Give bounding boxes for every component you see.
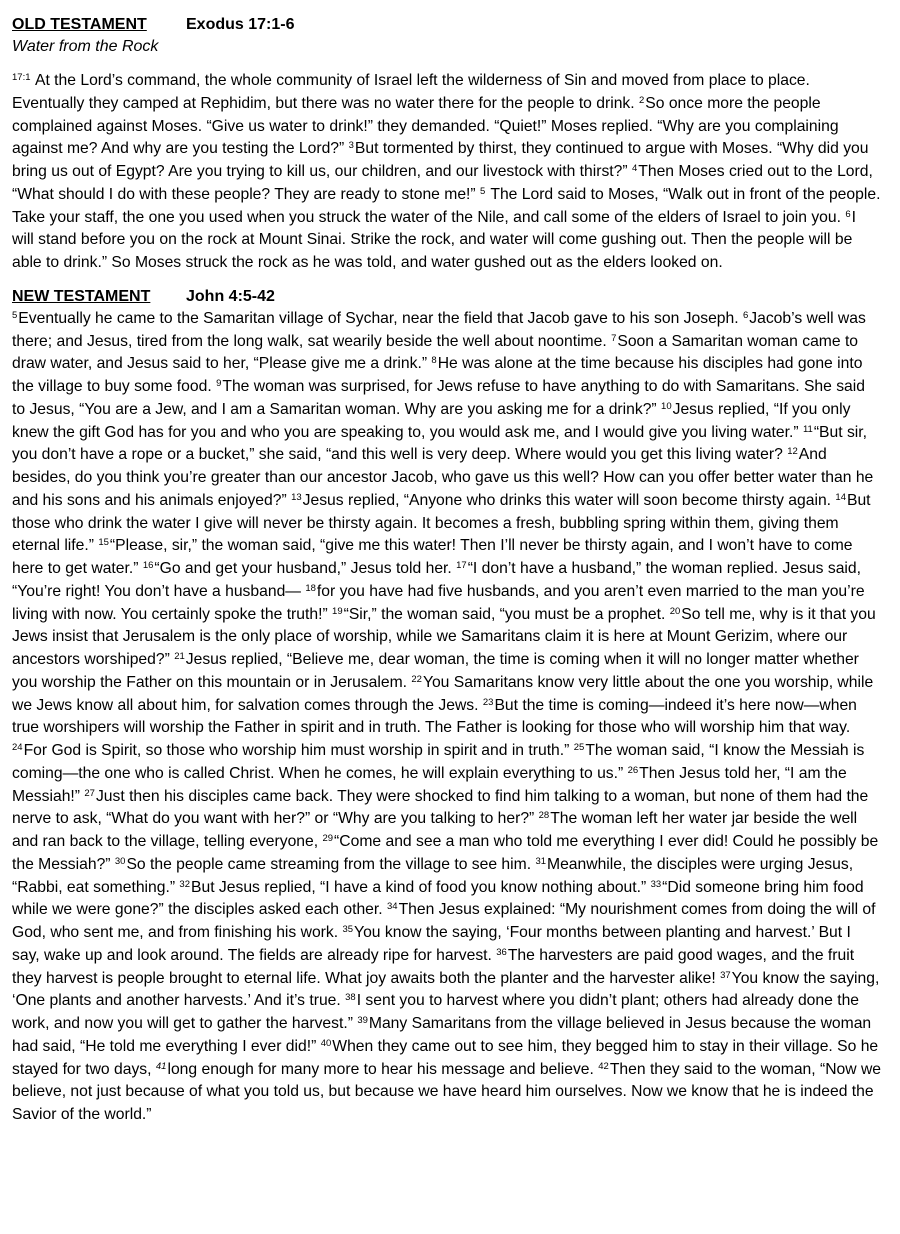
verse-number: 18 — [305, 582, 316, 594]
verse-30 — [115, 856, 531, 873]
verse-text: Just then his disciples came back. They were shocked to find him talking to a woman, but none of them had the nerve to ask, “What do you want with her?” or “Why are you talking to her?” — [12, 787, 869, 828]
verse-text: The woman said, “I know the Messiah is coming—the one who is called Christ. When he comes, he will explain everything to us.” — [12, 742, 865, 782]
verse-text: The harvesters are paid good wages, and the fruit they harvest is people brought to eternal life. What joy awaits both the planter and the harvester alike! — [12, 946, 855, 987]
verse-text: “I don’t have a husband,” the woman replied. Jesus said, “You’re right! You don’t have a husband— — [12, 560, 861, 600]
verse-number: 30 — [114, 855, 126, 867]
old-testament-reference: Exodus 17:1-6 — [186, 16, 295, 33]
verse-text: “Did someone bring him food while we were gone?” the disciples asked each other. — [12, 878, 864, 919]
verse-number: 11 — [802, 423, 813, 435]
verse-number: 25 — [573, 742, 585, 753]
verse-text: “Sir,” the woman said, “you must be a prophet. — [343, 605, 666, 623]
verse-number: 5 — [479, 185, 486, 197]
verse-number: 32 — [179, 878, 190, 890]
verse-text: And besides, do you think you’re greater than our ancestor Jacob, who gave us this well? How can you offer better water than he and his sons and his animals enjoyed?” — [12, 446, 874, 509]
verse-19 — [332, 606, 665, 623]
verse-number: 40 — [320, 1037, 332, 1049]
verse-text: So tell me, why is it that you Jews insist that Jerusalem is the only place of worship, while we Samaritans claim it is here at Mount Gerizim, where our ancestors worshiped?” — [12, 605, 876, 668]
verse-13 — [291, 492, 831, 509]
verse-number: 34 — [386, 901, 398, 913]
verse-number: 17:1 — [12, 72, 31, 83]
verse-text: Meanwhile, the disciples were urging Jesus, “Rabbi, eat something.” — [12, 855, 854, 896]
verse-number: 35 — [342, 924, 354, 935]
verse-number: 16 — [142, 560, 154, 571]
verse-text: Then they said to the woman, “Now we believe, not just because of what you told us, but because we have heard him ourselves. Now we know that he is indeed the Savior of the world.” — [12, 1060, 882, 1123]
verse-text: Then Jesus told her, “I am the Messiah!” — [12, 764, 847, 805]
verse-text: The woman left her water jar beside the well and ran back to the village, telling everyone, — [12, 810, 858, 850]
verse-number: 39 — [357, 1015, 368, 1026]
verse-text: When they came out to see him, they begged him to stay in their village. So he stayed for two days, — [12, 1037, 879, 1078]
verse-number: 36 — [496, 946, 507, 958]
verse-text: Then Moses cried out to the Lord, “What should I do with these people? They are ready to stone me!” — [12, 163, 873, 203]
verse-number: 24 — [12, 742, 23, 753]
verse-text: long enough for many more to hear his message and believe. — [167, 1060, 594, 1078]
verse-text: Jesus replied, “If you only knew the gift God has for you and who you are speaking to, you would ask me, and I would give you living water.” — [12, 400, 851, 441]
verse-number: 8 — [431, 355, 437, 367]
verse-text: Many Samaritans from the village believed in Jesus because the woman had said, “He told me everything I ever did!” — [12, 1015, 872, 1055]
verse-number: 13 — [291, 491, 302, 503]
verse-number: 19 — [332, 605, 343, 617]
verse-number: 28 — [538, 810, 550, 822]
verse-number: 14 — [835, 491, 846, 503]
verse-number: 20 — [669, 605, 681, 617]
verse-text: for you have had five husbands, and you aren’t even married to the man you’re living with now. You certainly spoke the truth!” — [12, 582, 865, 623]
verse-number: 3 — [348, 140, 354, 152]
old-testament-passage — [12, 70, 882, 275]
verse-text: Then Jesus explained: “My nourishment comes from doing the will of God, who sent me, and from finishing his work. — [12, 901, 876, 941]
verse-text: The woman was surprised, for Jews refuse to have anything to do with Samaritans. She said to Jesus, “You are a Jew, and I am a Samaritan woman. Why are you asking me for a drink?” — [12, 378, 865, 418]
verse-text: Jacob’s well was there; and Jesus, tired from the long walk, sat wearily beside the well about noontime. — [12, 309, 866, 350]
verse-number: 31 — [535, 855, 547, 867]
verse-text: But the time is coming—indeed it’s here now—when true worshipers will worship the Father in spirit and in truth. The Father is looking for those who will worship him that way. — [12, 696, 857, 737]
verse-5 — [12, 310, 739, 327]
verse-number: 12 — [787, 446, 798, 458]
verse-number: 6 — [845, 208, 851, 220]
verse-number: 17 — [456, 560, 467, 571]
new-testament-reference: John 4:5-42 — [186, 287, 275, 305]
verse-text: But Jesus replied, “I have a kind of food you know nothing about.” — [191, 878, 647, 896]
verse-text: “Go and get your husband,” Jesus told her. — [154, 560, 452, 577]
verse-number: 15 — [98, 537, 109, 549]
verse-text: At the Lord’s command, the whole community of Israel left the wilderness of Sin and moved from place to place. Eventually they camped at Rephidim, but there was no water there for the people to drink. — [12, 72, 810, 112]
verse-number: 9 — [216, 378, 222, 389]
old-testament-subtitle: Water from the Rock — [12, 38, 159, 55]
verse-number: 23 — [482, 696, 494, 708]
verse-text: He was alone at the time because his disciples had gone into the village to buy some food. — [12, 355, 863, 395]
verse-text: Jesus replied, “Anyone who drinks this water will soon become thirsty again. — [302, 491, 832, 509]
verse-text: But tormented by thirst, they continued to argue with Moses. “Why did you bring us out of Egypt? Are you trying to kill us, our children, and our livestock with thirst?” — [12, 140, 869, 180]
verse-number: 4 — [631, 163, 638, 174]
verse-text: I sent you to harvest where you didn’t plant; others had already done the work, and now you will get to gather the harvest.” — [12, 992, 860, 1032]
verse-number: 22 — [411, 673, 422, 685]
verse-number: 29 — [322, 833, 334, 844]
verse-text: Soon a Samaritan woman came to draw water, and Jesus said to her, “Please give me a drink.” — [12, 332, 859, 373]
verse-text: You Samaritans know very little about the one you worship, while we Jews know all about him, for salvation comes through the Jews. — [12, 673, 874, 714]
verse-number: 6 — [742, 309, 749, 321]
verse-number: 26 — [627, 764, 639, 776]
verse-number: 33 — [650, 878, 662, 890]
verse-text: “Come and see a man who told me everything I ever did! Could he possibly be the Messiah?” — [12, 833, 879, 873]
verse-41 — [156, 1061, 594, 1078]
verse-text: Jesus replied, “Believe me, dear woman, the time is coming when it will no longer matter whether you worship the Father on this mountain or in Jerusalem. — [12, 651, 859, 691]
verse-text: So the people came streaming from the village to see him. — [126, 855, 532, 873]
verse-text: “Please, sir,” the woman said, “give me this water! Then I’ll never be thirsty again, and I won’t have to come here to get water.” — [12, 537, 853, 577]
new-testament-heading — [12, 286, 882, 308]
old-testament-label: OLD TESTAMENT — [12, 16, 147, 33]
verse-number: 10 — [661, 400, 672, 412]
verse-text: Eventually he came to the Samaritan village of Sychar, near the field that Jacob gave to his son Joseph. — [18, 309, 739, 327]
verse-number: 2 — [638, 94, 645, 106]
old-testament-heading — [12, 14, 882, 36]
verse-number: 5 — [12, 309, 18, 321]
verse-text: I will stand before you on the rock at Mount Sinai. Strike the rock, and water will come gushing out. Then the people will be able to drink.” So Moses struck the rock as he was told, and water gushed out as the elders looked on. — [12, 208, 857, 271]
verse-number: 38 — [345, 992, 356, 1004]
verse-number: 21 — [174, 651, 185, 662]
verse-text: You know the saying, ‘One plants and another harvests.’ And it’s true. — [12, 969, 880, 1010]
verse-16 — [143, 560, 452, 577]
verse-number: 27 — [84, 787, 95, 799]
verse-text: But those who drink the water I give will never be thirsty again. It becomes a fresh, bubbling spring within them, giving them eternal life.” — [12, 491, 871, 555]
verse-text: The Lord said to Moses, “Walk out in front of the people. Take your staff, the one you used when you struck the water of the Nile, and call some of the elders of Israel to join you. — [12, 185, 881, 226]
verse-number: 41 — [155, 1060, 167, 1072]
verse-text: You know the saying, ‘Four months between planting and harvest.’ But I say, wake up and look around. The fields are already ripe for harvest. — [12, 924, 851, 964]
verse-text: For God is Spirit, so those who worship him must worship in spirit and in truth.” — [23, 742, 570, 759]
verse-number: 37 — [720, 969, 731, 981]
verse-number: 7 — [611, 332, 617, 344]
new-testament-passage — [12, 308, 882, 1127]
new-testament-label: NEW TESTAMENT — [12, 287, 151, 305]
verse-32 — [179, 879, 646, 896]
verse-text: So once more the people complained against Moses. “Give us water to drink!” they demanded. “Quiet!” Moses replied. “Why are you complaining against me? And why are you testing the Lord?” — [12, 94, 839, 158]
verse-number: 42 — [598, 1060, 609, 1072]
verse-24 — [12, 742, 569, 759]
verse-text: “But sir, you don’t have a rope or a bucket,” she said, “and this well is very deep. Where would you get this living water? — [12, 423, 867, 464]
